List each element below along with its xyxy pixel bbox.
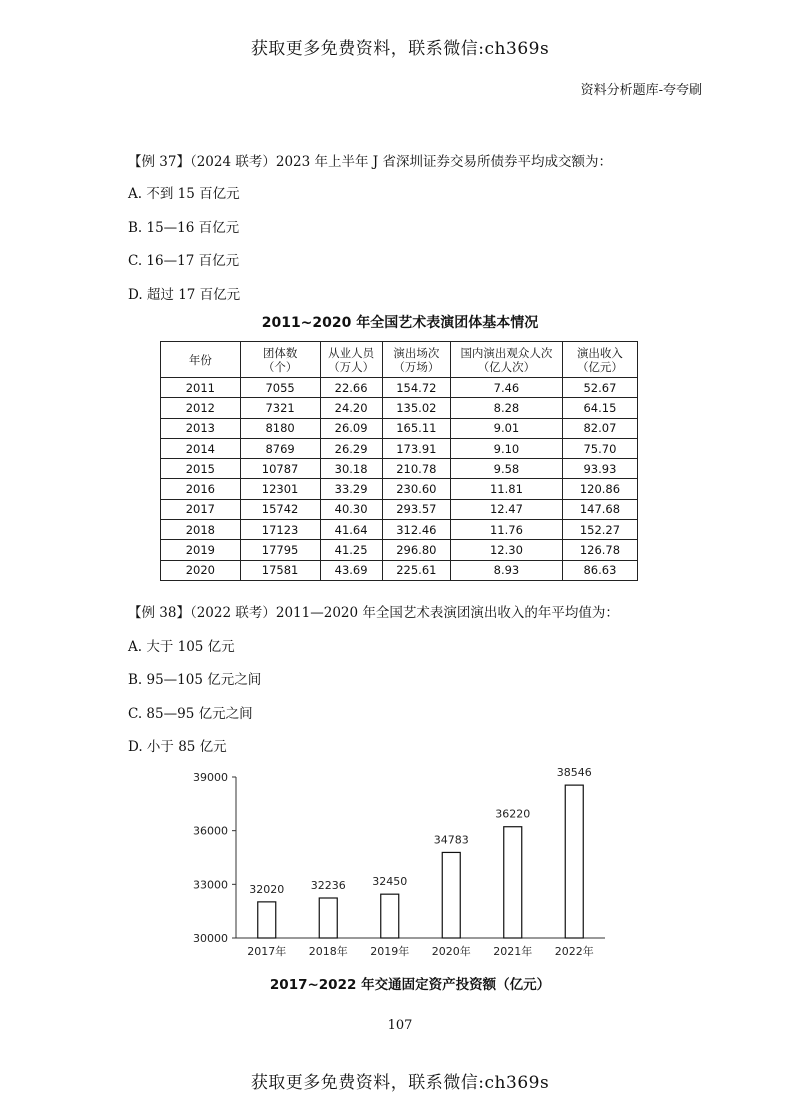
table-row [161,438,638,458]
y-tick-label: 39000 [193,771,228,784]
question-38-stem: 【例 38】（2022 联考）2011—2020 年全国艺术表演团演出收入的年平均值为： [128,605,619,621]
x-tick-label: 2019年 [370,945,410,958]
bar-value-label: 32450 [372,875,408,889]
bar-value-label: 32236 [310,879,346,893]
cell-audience: 7.46 [451,378,563,398]
cell-year: 2011 [161,378,241,398]
cell-staff: 26.09 [320,418,382,438]
y-tick-label: 36000 [193,824,228,838]
cell-troupe-count: 8769 [240,438,320,458]
bar [381,894,399,938]
cell-troupe-count: 8180 [240,418,320,438]
bottom-banner: 获取更多免费资料，联系微信:ch369s [250,1073,550,1093]
cell-year: 2018 [161,520,241,540]
cell-performances: 293.57 [382,499,450,519]
cell-revenue: 126.78 [562,540,637,560]
q37-option-a: A. 不到 15 百亿元 [128,186,240,202]
cell-performances: 173.91 [382,438,450,458]
q37-option-c: C. 16—17 百亿元 [128,253,240,269]
cell-year: 2013 [161,418,241,438]
cell-performances: 210.78 [382,459,450,479]
cell-troupe-count: 17123 [240,520,320,540]
cell-year: 2020 [161,560,241,580]
cell-year: 2016 [161,479,241,499]
cell-audience: 12.30 [451,540,563,560]
cell-revenue: 86.63 [562,560,637,580]
cell-performances: 296.80 [382,540,450,560]
cell-year: 2019 [161,540,241,560]
x-tick-label: 2021年 [493,945,533,958]
bar-value-label: 32020 [249,882,285,896]
chart-title: 2017~2022 年交通固定资产投资额（亿元） [269,977,551,993]
cell-year: 2012 [161,398,241,418]
table-row [161,378,638,398]
header-audience: 国内演出观众人次 （亿人次） [451,342,563,378]
q38-option-c: C. 85—95 亿元之间 [128,706,253,722]
table-row [161,540,638,560]
table-header-row [161,342,638,378]
cell-troupe-count: 17581 [240,560,320,580]
cell-troupe-count: 15742 [240,499,320,519]
cell-staff: 41.64 [320,520,382,540]
cell-audience: 11.81 [451,479,563,499]
header-year: 年份 [161,342,241,378]
bar [319,898,337,938]
y-tick-label: 30000 [193,932,228,945]
cell-performances: 312.46 [382,520,450,540]
x-tick-label: 2017年 [247,945,287,958]
bar [442,852,460,938]
art-troupe-table [160,341,638,581]
x-tick-label: 2022年 [554,945,594,958]
cell-revenue: 52.67 [562,378,637,398]
cell-staff: 33.29 [320,479,382,499]
bar [504,827,522,938]
table-row [161,459,638,479]
table-row [161,560,638,580]
cell-performances: 165.11 [382,418,450,438]
bar-value-label: 38546 [556,766,592,780]
header-revenue: 演出收入 （亿元） [562,342,637,378]
cell-audience: 8.93 [451,560,563,580]
q37-option-b: B. 15—16 百亿元 [128,220,240,236]
table-row [161,418,638,438]
cell-audience: 8.28 [451,398,563,418]
cell-performances: 225.61 [382,560,450,580]
cell-performances: 135.02 [382,398,450,418]
cell-troupe-count: 17795 [240,540,320,560]
table-row [161,398,638,418]
q38-option-a: A. 大于 105 亿元 [128,639,235,655]
brand-label: 资料分析题库-夸夸刷 [580,83,702,98]
bar [258,902,276,938]
bar-value-label: 34783 [433,833,469,847]
cell-staff: 43.69 [320,560,382,580]
q37-option-d: D. 超过 17 百亿元 [128,287,241,303]
table-row [161,520,638,540]
table-title: 2011~2020 年全国艺术表演团体基本情况 [261,315,539,331]
cell-audience: 9.10 [451,438,563,458]
y-tick-label: 33000 [193,878,228,892]
cell-staff: 26.29 [320,438,382,458]
cell-revenue: 75.70 [562,438,637,458]
header-troupe-count: 团体数 （个） [240,342,320,378]
q38-option-b: B. 95—105 亿元之间 [128,672,262,688]
cell-troupe-count: 7321 [240,398,320,418]
table-row [161,499,638,519]
x-tick-label: 2020年 [431,945,471,958]
header-performances: 演出场次 （万场） [382,342,450,378]
cell-staff: 41.25 [320,540,382,560]
cell-revenue: 64.15 [562,398,637,418]
question-37-stem: 【例 37】（2024 联考）2023 年上半年 J 省深圳证券交易所债券平均成交额为： [128,154,613,170]
cell-year: 2015 [161,459,241,479]
top-banner: 获取更多免费资料，联系微信:ch369s [250,39,550,59]
x-tick-label: 2018年 [308,945,348,958]
cell-troupe-count: 7055 [240,378,320,398]
investment-bar-chart [180,760,620,970]
cell-staff: 22.66 [320,378,382,398]
bar [565,785,583,938]
q38-option-d: D. 小于 85 亿元 [128,739,227,755]
cell-revenue: 120.86 [562,479,637,499]
bar-value-label: 36220 [495,807,531,821]
cell-troupe-count: 10787 [240,459,320,479]
cell-audience: 11.76 [451,520,563,540]
cell-staff: 24.20 [320,398,382,418]
table-row [161,479,638,499]
cell-troupe-count: 12301 [240,479,320,499]
cell-year: 2017 [161,499,241,519]
cell-year: 2014 [161,438,241,458]
cell-staff: 30.18 [320,459,382,479]
cell-revenue: 82.07 [562,418,637,438]
cell-revenue: 147.68 [562,499,637,519]
cell-staff: 40.30 [320,499,382,519]
cell-audience: 12.47 [451,499,563,519]
cell-performances: 154.72 [382,378,450,398]
cell-revenue: 152.27 [562,520,637,540]
page-number: 107 [387,1018,413,1033]
header-staff: 从业人员 （万人） [320,342,382,378]
cell-audience: 9.58 [451,459,563,479]
cell-revenue: 93.93 [562,459,637,479]
cell-audience: 9.01 [451,418,563,438]
cell-performances: 230.60 [382,479,450,499]
